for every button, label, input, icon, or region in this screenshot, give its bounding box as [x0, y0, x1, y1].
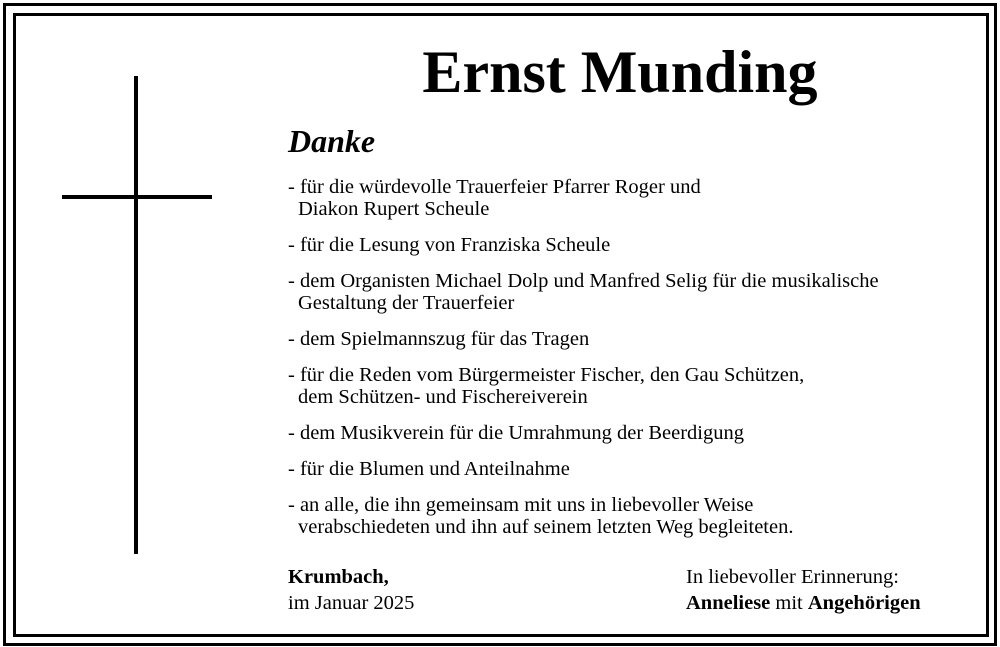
date: im Januar 2025 — [288, 592, 415, 614]
cross-icon-horizontal — [62, 195, 212, 199]
list-item — [288, 422, 978, 444]
list-item-line: - für die Reden vom Bürgermeister Fischer, den Gau Schützen, — [288, 364, 805, 386]
list-item — [288, 494, 978, 538]
list-item — [288, 364, 978, 408]
list-item-line: - dem Organisten Michael Dolp und Manfred Selig für die musikalische — [288, 270, 879, 292]
signature-name-2: Angehörigen — [807, 592, 921, 614]
signature — [686, 564, 921, 616]
signature-intro: In liebevoller Erinnerung: — [686, 566, 899, 588]
thanks-heading: Danke — [288, 123, 376, 159]
list-item — [288, 270, 978, 314]
list-item-continuation: Diakon Rupert Scheule — [298, 198, 490, 220]
place-date — [288, 564, 414, 616]
list-item-line: - für die Blumen und Anteilnahme — [288, 458, 570, 480]
list-item — [288, 328, 978, 350]
signature-connector: mit — [770, 592, 808, 614]
list-item — [288, 234, 978, 256]
deceased-name: Ernst Munding — [422, 39, 818, 105]
cross-icon-vertical — [134, 76, 138, 554]
signature-names — [686, 590, 921, 616]
list-item-line: - für die würdevolle Trauerfeier Pfarrer Roger und — [288, 176, 701, 198]
list-item-line: - an alle, die ihn gemeinsam mit uns in liebevoller Weise — [288, 494, 754, 516]
thanks-list — [288, 176, 978, 552]
list-item-continuation: verabschiedeten und ihn auf seinem letzten Weg begleiteten. — [298, 516, 794, 538]
list-item-line: - dem Musikverein für die Umrahmung der Beerdigung — [288, 422, 745, 444]
list-item-continuation: Gestaltung der Trauerfeier — [298, 292, 515, 314]
list-item — [288, 176, 978, 220]
signature-name-1: Anneliese — [686, 592, 771, 614]
place-city: Krumbach, — [288, 566, 389, 588]
list-item-continuation: dem Schützen- und Fischereiverein — [298, 386, 588, 408]
list-item — [288, 458, 978, 480]
list-item-line: - dem Spielmannszug für das Tragen — [288, 328, 590, 350]
list-item-line: - für die Lesung von Franziska Scheule — [288, 234, 611, 256]
